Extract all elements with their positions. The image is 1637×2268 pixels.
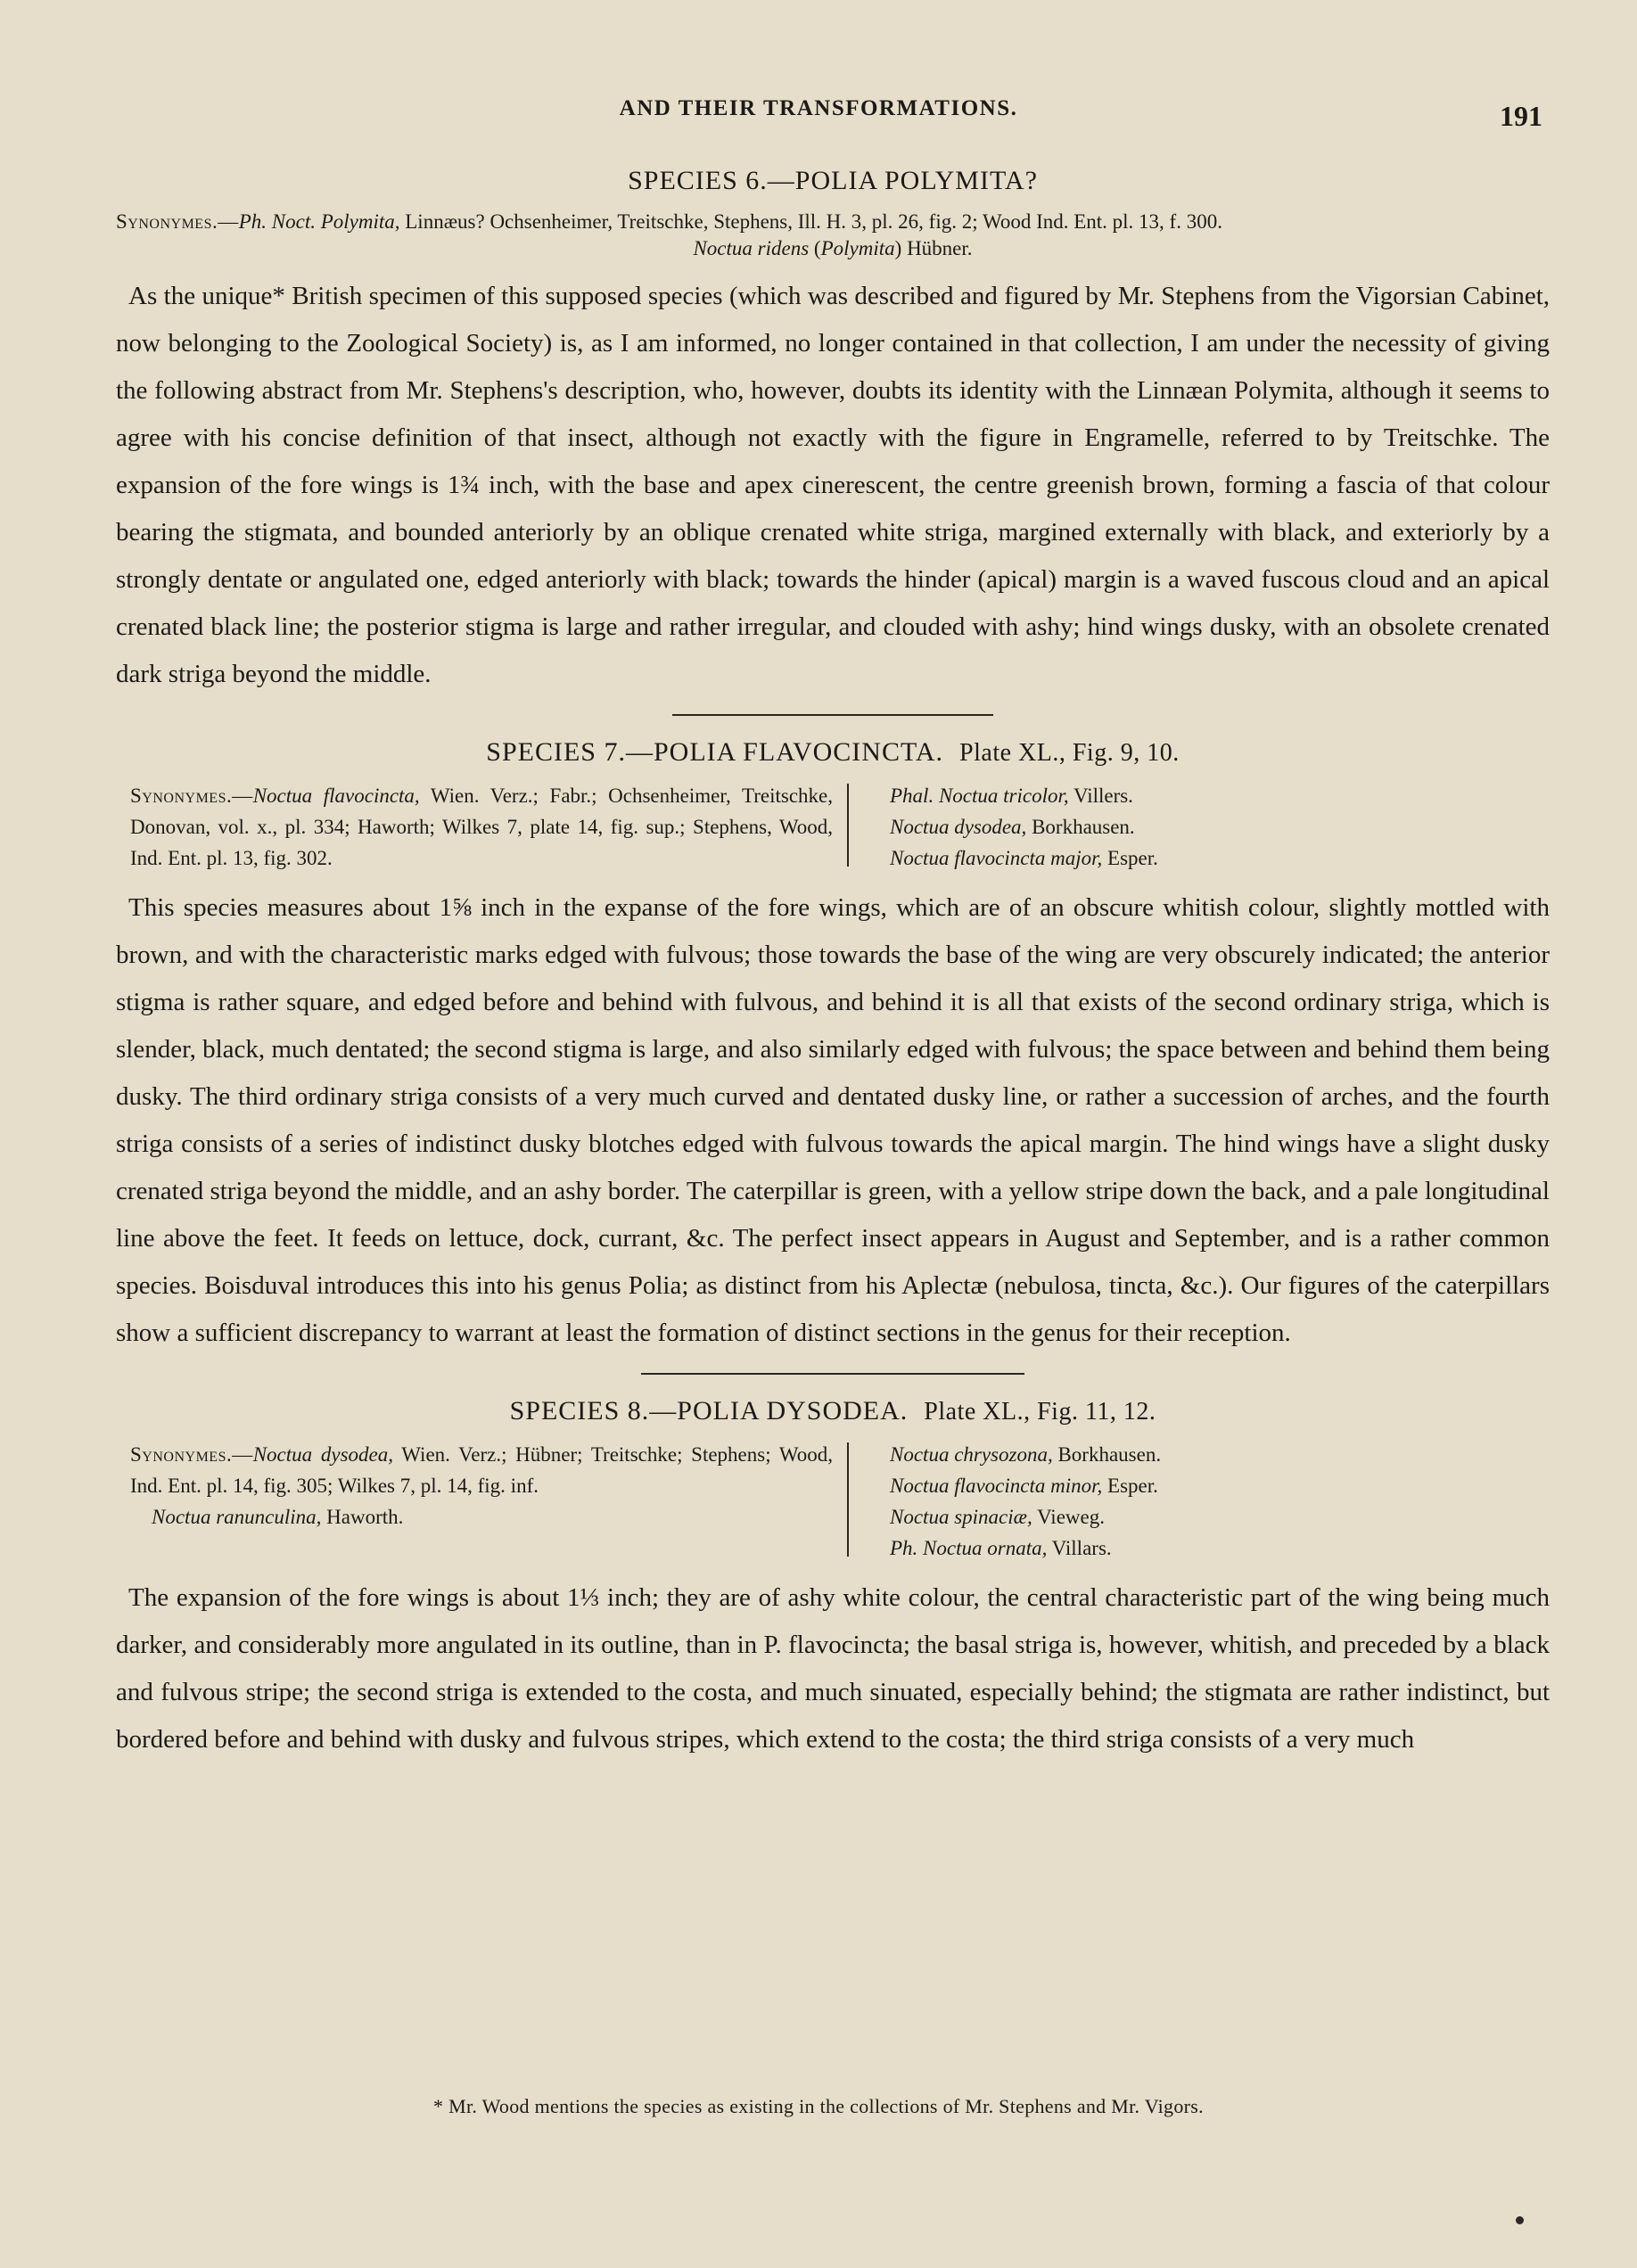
synonym-text: Hübner. [901,237,973,259]
synonym-text: Haworth. [321,1506,404,1528]
synonym-text: Esper. [1102,847,1158,869]
section-divider [672,714,993,716]
synonym-entry [890,1439,1550,1470]
section-divider [641,1373,1024,1375]
footnote: * Mr. Wood mentions the species as existing in the collections of Mr. Stephens and Mr. Vigors. [433,2095,1204,2117]
page-content [116,166,1550,1763]
synonym-text: Villars. [1047,1537,1112,1559]
synonym-text: Borkhausen. [1052,1443,1162,1466]
synonyms-left [116,780,833,874]
synonyms-separator [847,1442,849,1557]
synonym-text: Borkhausen. [1026,816,1135,838]
synonym-italic: Noctua flavocincta, [252,785,420,807]
species-7-title: SPECIES 7.—POLIA FLAVOCINCTA. [486,737,944,767]
synonym-text: Wien. Verz.; Fabr.; Ochsenheimer, Treitschke, Donovan, vol. x., pl. 334; Haworth; Wilkes 7, plate 14, fig. sup.; Stephens, Wood, Ind. Ent. pl. 13, fig. 302. [130,785,833,869]
synonym-entry [890,842,1550,874]
page-number: 191 [1500,100,1542,132]
synonym-text: Wien. Verz.; Hübner; Treitschke; Stephens; Wood, Ind. Ent. pl. 14, fig. 305; Wilkes 7, pl. 14, fig. inf. [130,1443,833,1497]
synonym-entry [890,811,1550,842]
synonyms-right [890,1439,1550,1564]
synonym-italic: Noctua dysodea, [252,1443,393,1466]
species-6-synonyms-2: Noctua ridens (Polymita) Hübner. [693,237,973,259]
ink-dot [1516,2216,1524,2224]
species-6-heading [116,166,1550,196]
synonym-entry [890,780,1550,811]
synonym-italic: Noctua ranunculina, [152,1506,322,1528]
species-7-synonyms [116,780,1550,874]
species-8-plate: Plate XL., Fig. 11, 12. [924,1398,1156,1426]
synonyms-label: Synonymes.— [130,1443,253,1466]
synonym-italic: Phal. Noctua tricolor, [890,785,1069,807]
synonym-italic: Noctua flavocincta major, [890,847,1103,869]
synonym-italic: Noctua flavocincta minor, [890,1475,1103,1497]
synonym-text: Esper. [1102,1475,1158,1497]
species-7-plate: Plate XL., Fig. 9, 10. [959,739,1180,767]
running-head: AND THEIR TRANSFORMATIONS. [619,96,1018,120]
synonyms-label: Synonymes.— [116,210,239,233]
synonym-italic: Ph. Noctua ornata, [890,1537,1048,1559]
synonym-text: Linnæus? Ochsenheimer, Treitschke, Stephens, Ill. H. 3, pl. 26, fig. 2; Wood Ind. Ent. pl. 13, f. 300. [399,210,1222,233]
synonyms-right [890,780,1550,874]
synonym-entry [890,1533,1550,1564]
species-8-paragraph: The expansion of the fore wings is about 1⅓ inch; they are of ashy white colour, the central characteristic part of the wing being much darker, and considerably more angulated in its outline, than in P. flavocincta; the basal striga is, however, whitish, and preceded by a black and fulvous stripe; the second striga is extended to the costa, and much sinuated, especially behind; the stigmata are rather indistinct, but bordered before and behind with dusky and fulvous stripes, which extend to the costa; the third striga consists of a very much [116,1583,1550,1754]
synonyms-left [116,1439,833,1564]
synonyms-separator [847,784,849,867]
species-8-title: SPECIES 8.—POLIA DYSODEA. [509,1396,909,1426]
synonym-text: Villers. [1068,785,1133,807]
species-8-heading [116,1396,1550,1426]
species-7-heading [116,737,1550,768]
species-8-synonyms [116,1439,1550,1564]
synonyms-label: Synonymes.— [130,785,253,807]
synonym-italic: Noctua dysodea, [890,816,1027,838]
synonym-entry [890,1501,1550,1533]
synonym-entry [890,1470,1550,1501]
synonym-italic: Polymita [820,237,895,259]
species-6-title: SPECIES 6.—POLIA POLYMITA? [628,166,1038,195]
synonym-italic: Noctua ridens [693,237,810,259]
synonym-italic: Noctua spinaciæ, [890,1506,1032,1528]
synonym-text: Vieweg. [1032,1506,1105,1528]
synonym-italic: Noctua chrysozona, [890,1443,1053,1466]
species-6-paragraph: As the unique* British specimen of this supposed species (which was described and figured by Mr. Stephens from the Vigorsian Cabinet, now belonging to the Zoological Society) is, as I am informed, no longer contained in that collection, I am under the necessity of giving the following abstract from Mr. Stephens's description, who, however, doubts its identity with the Linnæan Polymita, although it seems to agree with his concise definition of that insect, although not exactly with the figure in Engramelle, referred to by Treitschke. The expansion of the fore wings is 1¾ inch, with the base and apex cinerescent, the centre greenish brown, forming a fascia of that colour bearing the stigmata, and bounded anteriorly by an oblique crenated white striga, margined externally with black, and exteriorly by a strongly dentate or angulated one, edged anteriorly with black; towards the hinder (apical) margin is a waved fuscous cloud and an apical crenated black line; the posterior stigma is large and rather irregular, and clouded with ashy; hind wings dusky, with an obsolete crenated dark striga beyond the middle. [116,282,1550,688]
synonym-entry [130,1501,833,1533]
species-7-paragraph: This species measures about 1⅝ inch in the expanse of the fore wings, which are of an obscure whitish colour, slightly mottled with brown, and with the characteristic marks edged with fulvous; those towards the base of the wing are very obscurely indicated; the anterior stigma is rather square, and edged before and behind with fulvous, and behind it is all that exists of the second ordinary striga, which is slender, black, much dentated; the second stigma is large, and also similarly edged with fulvous; the space between and behind them being dusky. The third ordinary striga consists of a very much curved and dentated dusky line, or rather a succession of arches, and the fourth striga consists of a series of indistinct dusky blotches edged with fulvous towards the apical margin. The hind wings have a slight dusky crenated striga beyond the middle, and an ashy border. The caterpillar is green, with a yellow stripe down the back, and a pale longitudinal line above the feet. It feeds on lettuce, dock, currant, &c. The perfect insect appears in August and September, and is a rather common species. Boisduval introduces this into his genus Polia; as distinct from his Aplectæ (nebulosa, tincta, &c.). Our figures of the caterpillars show a sufficient discrepancy to warrant at least the formation of distinct sections in the genus for their reception. [116,893,1550,1347]
synonym-italic: Ph. Noct. Polymita, [238,210,400,233]
species-6-synonyms [116,209,1550,235]
